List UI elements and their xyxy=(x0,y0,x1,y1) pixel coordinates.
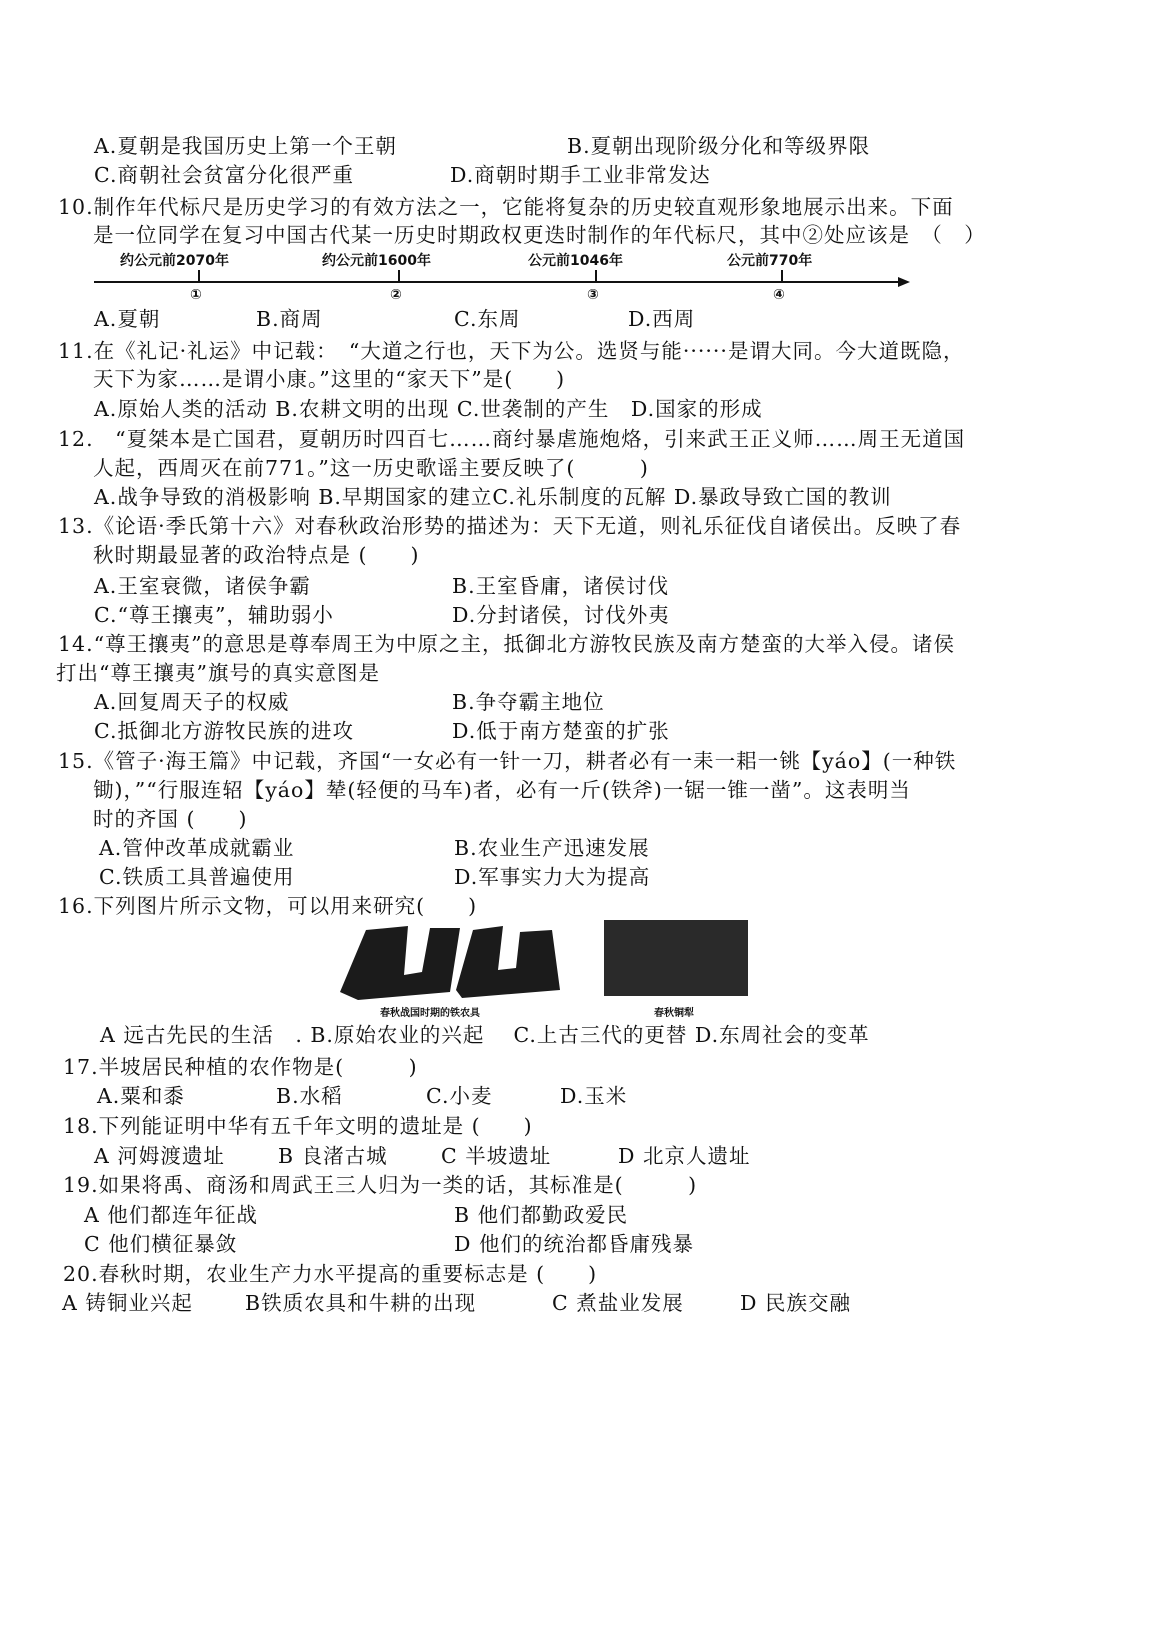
q14-option-c: C.抵御北方游牧民族的进攻 xyxy=(94,719,354,743)
q15-option-a: A.管仲改革成就霸业 xyxy=(99,836,295,860)
q9-option-d: D.商朝时期手工业非常发达 xyxy=(450,163,711,187)
q18-option-d: D 北京人遗址 xyxy=(618,1144,751,1168)
timeline-marker-4: ④ xyxy=(773,287,785,303)
q20-option-d: D 民族交融 xyxy=(740,1291,851,1315)
q16-caption-left: 春秋战国时期的铁农具 xyxy=(380,1008,480,1019)
q12-options: A.战争导致的消极影响 B.早期国家的建立C.礼乐制度的瓦解 D.暴政导致亡国的教训 xyxy=(94,485,892,509)
q13-option-c: C.“尊王攘夷”，辅助弱小 xyxy=(94,603,334,627)
q13-stem-line1: 13.《论语·季氏第十六》对春秋政治形势的描述为：天下无道，则礼乐征伐自诸侯出。反映了春 xyxy=(58,514,962,538)
q11-stem-line1: 11.在《礼记·礼运》中记载： “大道之行也，天下为公。选贤与能······是谓大同。今大道既隐， xyxy=(58,339,965,363)
q19-option-d: D 他们的统治都昏庸残暴 xyxy=(454,1232,694,1256)
q15-stem-line1: 15.《管子·海王篇》中记载，齐国“一女必有一针一刀，耕者必有一耒一耜一铫【yáo】(一种铁 xyxy=(58,749,957,773)
timeline-label-1: 约公元前2070年 xyxy=(120,253,229,269)
q20-option-a: A 铸铜业兴起 xyxy=(62,1291,193,1315)
q17-option-a: A.粟和黍 xyxy=(97,1084,185,1108)
q20-option-b: B铁质农具和牛耕的出现 xyxy=(245,1291,477,1315)
q17-option-b: B.水稻 xyxy=(276,1084,343,1108)
q11-options: A.原始人类的活动 B.农耕文明的出现 C.世袭制的产生 D.国家的形成 xyxy=(94,397,763,421)
q14-stem-line1: 14.“尊王攘夷”的意思是尊奉周王为中原之主，抵御北方游牧民族及南方楚蛮的大举入侵。诸侯 xyxy=(58,632,956,656)
q16-options: A 远古先民的生活 . B.原始农业的兴起 C.上古三代的更替 D.东周社会的变革 xyxy=(100,1023,870,1047)
q10-option-c: C.东周 xyxy=(454,307,521,331)
q13-option-d: D.分封诸侯，讨伐外夷 xyxy=(452,603,670,627)
q17-stem-line1: 17.半坡居民种植的农作物是( ) xyxy=(63,1055,418,1079)
q15-option-d: D.军事实力大为提高 xyxy=(454,865,651,889)
timeline-marker-3: ③ xyxy=(587,287,599,303)
q12-stem-line2: 人起，西周灭在前771。”这一历史歌谣主要反映了( ) xyxy=(93,456,649,480)
q20-stem-line1: 20.春秋时期，农业生产力水平提高的重要标志是 ( ) xyxy=(63,1262,598,1286)
timeline-marker-2: ② xyxy=(390,287,402,303)
bronze-plow-image xyxy=(604,920,748,996)
q16-stem-line1: 16.下列图片所示文物，可以用来研究( ) xyxy=(58,894,478,918)
q10-stem-line1: 10.制作年代标尺是历史学习的有效方法之一，它能将复杂的历史较直观形象地展示出来。下面 xyxy=(58,195,954,219)
q16-caption-right: 春秋铜犁 xyxy=(654,1008,694,1019)
q9-option-b: B.夏朝出现阶级分化和等级界限 xyxy=(567,134,871,158)
q17-option-c: C.小麦 xyxy=(426,1084,493,1108)
q15-stem-line2: 锄)，”“行服连轺【yáo】辇(轻便的马车)者，必有一斤(铁斧)一锯一锥一凿”。这表明当 xyxy=(93,778,911,802)
timeline-label-2: 约公元前1600年 xyxy=(322,253,431,269)
q15-option-c: C.铁质工具普遍使用 xyxy=(99,865,295,889)
q20-option-c: C 煮盐业发展 xyxy=(552,1291,684,1315)
timeline-label-4: 公元前770年 xyxy=(727,253,813,269)
q10-option-b: B.商周 xyxy=(256,307,323,331)
q13-option-a: A.王室衰微，诸侯争霸 xyxy=(94,574,311,598)
q13-option-b: B.王室昏庸，诸侯讨伐 xyxy=(452,574,670,598)
q10-option-a: A.夏朝 xyxy=(94,307,161,331)
q19-option-c: C 他们横征暴敛 xyxy=(84,1232,238,1256)
q17-option-d: D.玉米 xyxy=(560,1084,628,1108)
q18-option-a: A 河姆渡遗址 xyxy=(94,1144,225,1168)
q15-stem-line3: 时的齐国 ( ) xyxy=(93,807,248,831)
q12-stem-line1: 12. “夏桀本是亡国君，夏朝历时四百七……商纣暴虐施炮烙，引来武王正义师……周王无道国 xyxy=(58,427,966,451)
q18-option-b: B 良渚古城 xyxy=(278,1144,388,1168)
q10-option-d: D.西周 xyxy=(628,307,696,331)
q19-option-a: A 他们都连年征战 xyxy=(84,1203,258,1227)
timeline-label-3: 公元前1046年 xyxy=(528,253,623,269)
q14-option-a: A.回复周天子的权威 xyxy=(94,690,290,714)
q15-option-b: B.农业生产迅速发展 xyxy=(454,836,650,860)
timeline-marker-1: ① xyxy=(190,287,202,303)
q18-option-c: C 半坡遗址 xyxy=(441,1144,552,1168)
q16-figure-bronze-plow xyxy=(600,918,752,1020)
q9-option-c: C.商朝社会贫富分化很严重 xyxy=(94,163,354,187)
q14-option-d: D.低于南方楚蛮的扩张 xyxy=(452,719,670,743)
q14-stem-line2: 打出“尊王攘夷”旗号的真实意图是 xyxy=(56,661,380,685)
timeline xyxy=(0,0,1156,310)
q19-stem-line1: 19.如果将禹、商汤和周武王三人归为一类的话，其标准是( ) xyxy=(63,1173,698,1197)
q10-stem-line2: 是一位同学在复习中国古代某一历史时期政权更迭时制作的年代标尺，其中②处应该是 （ ） xyxy=(93,223,986,247)
iron-farm-tools-image xyxy=(338,920,564,1000)
q14-option-b: B.争夺霸主地位 xyxy=(452,690,605,714)
q11-stem-line2: 天下为家……是谓小康。”这里的“家天下”是( ) xyxy=(93,367,566,391)
q16-figure-iron-tools xyxy=(338,920,564,1020)
q13-stem-line2: 秋时期最显著的政治特点是 ( ) xyxy=(93,543,420,567)
q19-option-b: B 他们都勤政爱民 xyxy=(454,1203,629,1227)
q9-option-a: A.夏朝是我国历史上第一个王朝 xyxy=(94,134,397,158)
q18-stem-line1: 18.下列能证明中华有五千年文明的遗址是 ( ) xyxy=(63,1114,533,1138)
